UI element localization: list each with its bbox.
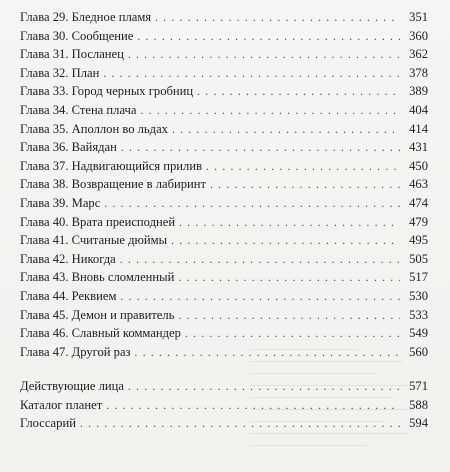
- dot-leader: [178, 307, 400, 326]
- dot-leader: [137, 28, 400, 47]
- toc-entry-page-number: 495: [409, 233, 428, 248]
- toc-entry-page-number: 351: [409, 10, 428, 24]
- toc-entry: [20, 64, 428, 83]
- toc-entry-title: Глава 38. Возвращение в лабиринт: [20, 177, 207, 192]
- toc-entry-title: Глава 31. Посланец: [20, 47, 124, 62]
- toc-entry-page-number: 479: [409, 214, 428, 229]
- toc-entry: [20, 194, 428, 213]
- toc-entry-page-number: 588: [409, 397, 428, 412]
- toc-entry-page-number: 530: [409, 288, 428, 303]
- dot-leader: [103, 65, 400, 84]
- toc-entry-page-number: 360: [409, 28, 428, 43]
- dot-leader: [135, 344, 400, 363]
- toc-entry-title: Действующие лица: [20, 379, 124, 394]
- toc-entry-title: Глава 34. Стена плача: [20, 102, 137, 117]
- toc-entry: [20, 82, 428, 101]
- toc-entry-title: Глава 47. Другой раз: [20, 344, 131, 359]
- toc-entry: [20, 396, 428, 415]
- dot-leader: [172, 121, 400, 140]
- toc-entry-title: Глава 36. Вайядан: [20, 140, 117, 155]
- toc-entry: [20, 343, 428, 362]
- dot-leader: [171, 232, 400, 251]
- toc-entry-page-number: 517: [409, 270, 428, 285]
- dot-leader: [106, 397, 400, 416]
- dot-leader: [179, 214, 400, 233]
- dot-leader: [155, 9, 400, 28]
- toc-entry: [20, 268, 428, 287]
- dot-leader: [120, 251, 400, 270]
- toc-entry-title: Глоссарий: [20, 416, 76, 431]
- toc-entry-page-number: 431: [409, 140, 428, 155]
- toc-entry: [20, 287, 428, 306]
- toc-entry-title: Глава 43. Вновь сломленный: [20, 270, 175, 285]
- toc-entry: [20, 45, 428, 64]
- dot-leader: [80, 415, 400, 434]
- dot-leader: [128, 46, 400, 65]
- toc-entry-title: Глава 44. Реквием: [20, 288, 117, 303]
- toc-entry-page-number: 414: [409, 121, 428, 136]
- toc-entry: [20, 120, 428, 139]
- toc-entry-page-number: 560: [409, 344, 428, 359]
- toc-entry: [20, 414, 428, 433]
- toc-entry: [20, 101, 428, 120]
- toc-entry-page-number: 549: [409, 326, 428, 341]
- toc-entry-title: Глава 46. Славный коммандер: [20, 326, 181, 341]
- toc-entry-page-number: 533: [409, 307, 428, 322]
- toc-entry-page-number: 450: [409, 158, 428, 173]
- toc-entry-title: Глава 37. Надвигающийся прилив: [20, 158, 203, 173]
- dot-leader: [104, 195, 400, 214]
- appendix-list: [20, 377, 428, 433]
- dot-leader: [210, 176, 400, 195]
- toc-entry-page-number: 362: [409, 47, 428, 62]
- dot-leader: [120, 288, 400, 307]
- toc-entry-title: Глава 40. Врата преисподней: [20, 214, 176, 229]
- toc-entry-title: Каталог планет: [20, 397, 103, 412]
- toc-entry-page-number: 594: [409, 416, 428, 431]
- dot-leader: [128, 378, 400, 397]
- dot-leader: [197, 83, 400, 102]
- toc-entry-title: Глава 33. Город черных гробниц: [20, 84, 194, 99]
- toc-entry-title: Глава 45. Демон и правитель: [20, 307, 175, 322]
- toc-entry: [20, 27, 428, 46]
- toc-entry-page-number: 474: [409, 195, 428, 210]
- dot-leader: [121, 139, 400, 158]
- toc-entry: [20, 306, 428, 325]
- toc-entry: [20, 157, 428, 176]
- toc-entry: [20, 324, 428, 343]
- toc-entry: [20, 377, 428, 396]
- dot-leader: [178, 269, 400, 288]
- table-of-contents: [20, 8, 428, 433]
- toc-entry-title: Глава 30. Сообщение: [20, 28, 134, 43]
- toc-entry-page-number: 505: [409, 251, 428, 266]
- toc-entry-title: Глава 32. План: [20, 65, 100, 80]
- toc-entry-page-number: 389: [409, 84, 428, 99]
- toc-entry: [20, 231, 428, 250]
- toc-entry: [20, 8, 428, 27]
- toc-entry: [20, 250, 428, 269]
- toc-entry: [20, 138, 428, 157]
- toc-entry: [20, 213, 428, 232]
- toc-entry: [20, 175, 428, 194]
- toc-entry-page-number: 404: [409, 102, 428, 117]
- toc-entry-title: Глава 39. Марс: [20, 195, 101, 210]
- toc-entry-page-number: 571: [409, 379, 428, 394]
- toc-entry-page-number: 463: [409, 177, 428, 192]
- toc-entry-page-number: 378: [409, 65, 428, 80]
- toc-entry-title: Глава 35. Аполлон во льдах: [20, 121, 168, 136]
- section-gap: [20, 361, 428, 377]
- dot-leader: [206, 158, 400, 177]
- toc-entry-title: Глава 42. Никогда: [20, 251, 116, 266]
- dot-leader: [185, 325, 400, 344]
- toc-entry-title: Глава 41. Считаные дюймы: [20, 233, 168, 248]
- toc-entry-title: Глава 29. Бледное пламя: [20, 10, 152, 24]
- dot-leader: [140, 102, 400, 121]
- chapter-list: [20, 8, 428, 361]
